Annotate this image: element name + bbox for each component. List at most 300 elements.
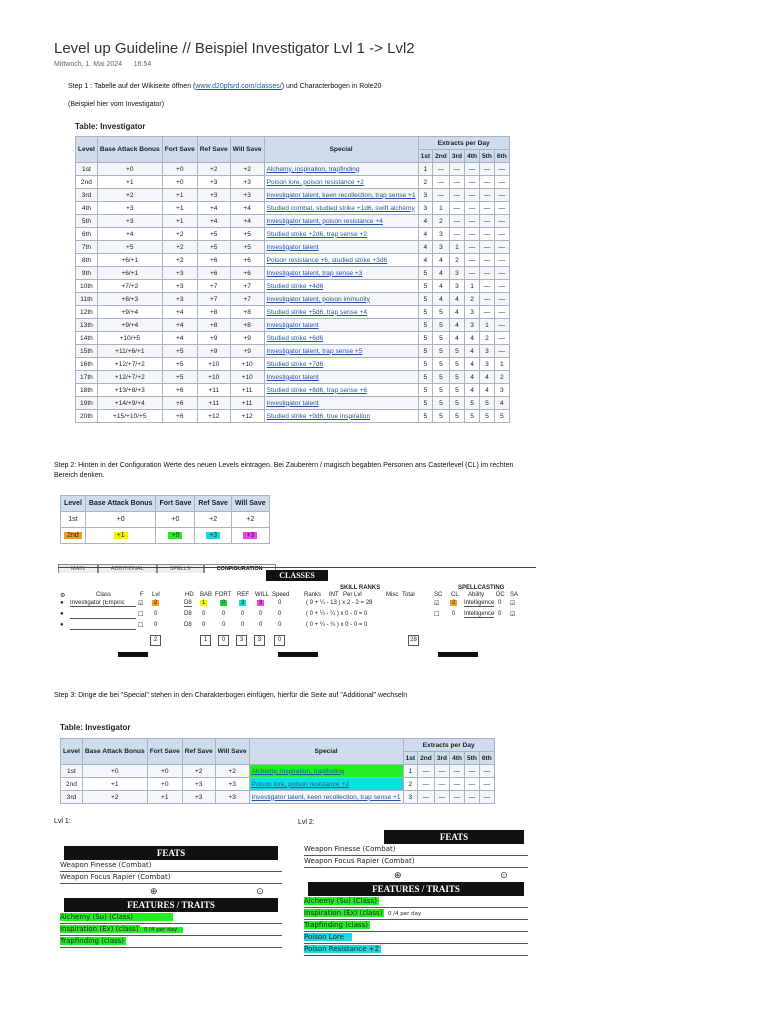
extract-cell: 3 bbox=[494, 384, 509, 397]
table-cell: +0 bbox=[156, 528, 195, 544]
extract-cell: 5 bbox=[449, 345, 464, 358]
table-cell: +4 bbox=[162, 332, 197, 345]
fort-input[interactable]: 0 bbox=[222, 600, 226, 606]
table-cell: +4 bbox=[97, 228, 162, 241]
tab-main[interactable]: MAIN bbox=[58, 564, 98, 573]
extract-cell: 4 bbox=[479, 384, 494, 397]
extract-cell: 3 bbox=[465, 319, 480, 332]
extract-cell: 5 bbox=[494, 410, 509, 423]
extract-cell: — bbox=[418, 791, 435, 804]
extract-cell: — bbox=[494, 254, 509, 267]
lvl1-feature-2[interactable]: Inspiration (Ex) (class) 0 /4 per day bbox=[60, 924, 282, 936]
extract-cell: — bbox=[494, 306, 509, 319]
table-cell: +14/+9/+4 bbox=[97, 397, 162, 410]
special-cell[interactable]: Studied strike +5d6, trap sense +4 bbox=[264, 306, 418, 319]
table-cell: +0 bbox=[97, 163, 162, 176]
table-row bbox=[61, 778, 495, 791]
table-row bbox=[76, 163, 510, 176]
lvl2-feat-1[interactable]: Weapon Finesse (Combat) bbox=[304, 844, 528, 856]
extract-cell: 3 bbox=[433, 228, 450, 241]
table-cell: +10 bbox=[197, 371, 230, 384]
table-cell: +8 bbox=[230, 319, 264, 332]
extract-cell: — bbox=[479, 215, 494, 228]
class-name-input[interactable]: Investigator (Empiric bbox=[70, 600, 136, 607]
lvl1-feature-3[interactable]: Trapfinding (class) bbox=[60, 936, 282, 948]
table-cell: 12th bbox=[76, 306, 98, 319]
table-cell: +10 bbox=[230, 371, 264, 384]
class-row-1: ● Investigator (Empiric ☑ 2 D8 1 0 3 3 0 ( 9 + ¼ - 13 ) x 2 - 2 = 28 ☑ 2 Intelligence 0 ☑ bbox=[60, 600, 516, 607]
col-header: Level bbox=[76, 137, 98, 163]
table-row bbox=[76, 306, 510, 319]
extract-cell: 1 bbox=[433, 202, 450, 215]
table-row bbox=[76, 358, 510, 371]
table-cell: +3 bbox=[197, 176, 230, 189]
table-cell: +7 bbox=[230, 293, 264, 306]
special-cell[interactable]: Studied strike +9d6, true inspiration bbox=[264, 410, 418, 423]
extract-cell: 5 bbox=[418, 410, 433, 423]
table-cell: 11th bbox=[76, 293, 98, 306]
table-cell: +4 bbox=[162, 319, 197, 332]
extract-cell: 3 bbox=[465, 306, 480, 319]
special-cell[interactable]: Investigator talent bbox=[264, 371, 418, 384]
extract-cell: 3 bbox=[418, 189, 433, 202]
extract-cell: 5 bbox=[465, 410, 480, 423]
extract-cell: — bbox=[494, 176, 509, 189]
table-cell: 18th bbox=[76, 384, 98, 397]
tab-spells[interactable]: SPELLS bbox=[157, 564, 204, 573]
bab-input[interactable]: 1 bbox=[202, 600, 206, 606]
table-cell: +6/+1 bbox=[97, 267, 162, 280]
extract-cell: 5 bbox=[418, 358, 433, 371]
extract-cell: 5 bbox=[433, 306, 450, 319]
table-cell: +3 bbox=[195, 528, 232, 544]
table-cell: +4 bbox=[197, 202, 230, 215]
extract-cell: 4 bbox=[494, 397, 509, 410]
extract-cell: 1 bbox=[418, 163, 433, 176]
extract-cell: — bbox=[494, 332, 509, 345]
col-header: Will Save bbox=[230, 137, 264, 163]
lvl2-feature-2[interactable]: Inspiration (Ex) (class) 0 /4 per day bbox=[304, 908, 528, 920]
table-cell: 6th bbox=[76, 228, 98, 241]
table-cell: +12 bbox=[197, 410, 230, 423]
table-cell: +3 bbox=[97, 215, 162, 228]
special-cell[interactable]: Alchemy, inspiration, trapfinding bbox=[264, 163, 418, 176]
special-cell[interactable]: Studied strike +6d6 bbox=[264, 332, 418, 345]
table-cell: +2 bbox=[82, 791, 147, 804]
lvl2-feature-1[interactable]: Alchemy (Su) (Class) bbox=[304, 896, 528, 908]
extract-cell: 4 bbox=[479, 371, 494, 384]
small-col-header: Base Attack Bonus bbox=[85, 496, 156, 512]
table-cell: +10 bbox=[197, 358, 230, 371]
extract-cell: — bbox=[449, 228, 464, 241]
extract-cell: — bbox=[464, 778, 479, 791]
table-cell: +9 bbox=[230, 345, 264, 358]
table-cell: 16th bbox=[76, 358, 98, 371]
table-row bbox=[76, 319, 510, 332]
extract-cell: — bbox=[479, 254, 494, 267]
investigator-table-excerpt bbox=[60, 738, 495, 804]
table-cell: +6 bbox=[162, 410, 197, 423]
extract-cell: 5 bbox=[418, 319, 433, 332]
col-header: Base Attack Bonus bbox=[82, 739, 147, 765]
extract-cell: 5 bbox=[465, 397, 480, 410]
table-cell: 4th bbox=[76, 202, 98, 215]
level-input[interactable]: 2 bbox=[154, 600, 158, 606]
col-header: Level bbox=[61, 739, 83, 765]
lvl2-feature-3[interactable]: Trapfinding (class) bbox=[304, 920, 528, 932]
extract-col-header: 4th bbox=[465, 150, 480, 163]
table-cell: +4 bbox=[197, 215, 230, 228]
add-icon[interactable]: ⊕ bbox=[394, 870, 402, 880]
extract-col-header: 4th bbox=[450, 752, 465, 765]
special-cell[interactable]: Investigator talent, poison immunity bbox=[264, 293, 418, 306]
table-cell: +6/+1 bbox=[97, 254, 162, 267]
lvl2-feature-4[interactable]: Poison Lore bbox=[304, 932, 528, 944]
table-row bbox=[76, 345, 510, 358]
tab-configuration[interactable]: CONFIGURATION bbox=[204, 564, 276, 573]
extract-cell: 4 bbox=[465, 332, 480, 345]
config-sheet: MAIN ADDITIONAL SPELLS CONFIGURATION CLASSES SKILL RANKS SPELLCASTING ⚙ Class F Lvl HD BAB FORT REF WILL Speed Ranks INT Per Lvl Misc Total SC CL Ability DC SA ● Investigator (Empiric ☑ 2 D8 1 0 3 3 0 ( 9 + ¼ - 13 ) x 2 - 2 = 28 ☑ 2 Intelligence 0 ☑ ● ☐ 0 D8 0 0 0 0 0 ( 0 + ¼ - ¼ ) x 0 - 0 = 0 ☐ 0 Intelligence 0 ☑ ● ☐ 0 D8 0 0 0 0 0 ( 0 + ¼ - ¼ ) x 0 - 0 = 0 2 1 0 3 3 0 28 bbox=[58, 557, 536, 657]
extract-cell: 5 bbox=[418, 397, 433, 410]
table-cell: +3 bbox=[97, 202, 162, 215]
table-row bbox=[61, 765, 495, 778]
extract-cell: — bbox=[434, 791, 449, 804]
table-cell: +3 bbox=[230, 176, 264, 189]
extract-cell: 4 bbox=[418, 254, 433, 267]
special-cell[interactable]: Investigator talent bbox=[264, 397, 418, 410]
col-header: Will Save bbox=[215, 739, 249, 765]
tab-additional[interactable]: ADDITIONAL bbox=[98, 564, 157, 573]
extract-cell: 3 bbox=[418, 202, 433, 215]
extract-cell: — bbox=[494, 241, 509, 254]
table-row bbox=[61, 528, 270, 544]
extract-cell: — bbox=[433, 176, 450, 189]
special-cell[interactable]: Studied combat, studied strike +1d6, swift alchemy bbox=[264, 202, 418, 215]
table-row bbox=[76, 241, 510, 254]
table-cell: 17th bbox=[76, 371, 98, 384]
col-header: Special bbox=[249, 739, 403, 765]
table-cell: +13/+8/+3 bbox=[97, 384, 162, 397]
extract-col-header: 1st bbox=[403, 752, 418, 765]
table-row bbox=[76, 202, 510, 215]
lvl2-feature-5[interactable]: Poison Resistance +2 bbox=[304, 944, 528, 956]
special-cell[interactable]: Alchemy, inspiration, trapfinding bbox=[249, 765, 403, 778]
extract-cell: 5 bbox=[449, 397, 464, 410]
table-cell: +2 bbox=[97, 189, 162, 202]
extract-cell: 4 bbox=[418, 241, 433, 254]
extract-cell: — bbox=[479, 765, 494, 778]
table-row bbox=[76, 228, 510, 241]
extract-cell: — bbox=[479, 163, 494, 176]
special-cell[interactable]: Investigator talent, keen recollection, trap sense +1 bbox=[264, 189, 418, 202]
extract-cell: — bbox=[449, 176, 464, 189]
table-row bbox=[76, 176, 510, 189]
table-cell: 3rd bbox=[61, 791, 83, 804]
lvl2-sheet bbox=[304, 830, 528, 956]
extract-cell: — bbox=[494, 163, 509, 176]
table-cell: +6 bbox=[162, 397, 197, 410]
extract-col-header: 2nd bbox=[418, 752, 435, 765]
extract-cell: — bbox=[479, 280, 494, 293]
table-cell: +2 bbox=[162, 241, 197, 254]
extract-cell: — bbox=[449, 202, 464, 215]
extract-cell: — bbox=[464, 791, 479, 804]
extract-cell: 4 bbox=[465, 371, 480, 384]
extract-col-header: 6th bbox=[479, 752, 494, 765]
extract-cell: 2 bbox=[403, 778, 418, 791]
lock-icon[interactable]: ⊙ bbox=[256, 886, 264, 896]
extract-cell: 3 bbox=[479, 358, 494, 371]
extract-cell: — bbox=[479, 202, 494, 215]
table-cell: 9th bbox=[76, 267, 98, 280]
extract-cell: 3 bbox=[449, 280, 464, 293]
extract-cell: — bbox=[450, 791, 465, 804]
table-cell: +12/+7/+2 bbox=[97, 371, 162, 384]
table-cell: 19th bbox=[76, 397, 98, 410]
extract-cell: — bbox=[465, 163, 480, 176]
table-cell: +6 bbox=[230, 267, 264, 280]
extract-cell: 2 bbox=[465, 293, 480, 306]
table-cell: 2nd bbox=[76, 176, 98, 189]
table-cell: +0 bbox=[162, 176, 197, 189]
extract-cell: — bbox=[449, 189, 464, 202]
lvl1-feats-banner: FEATS bbox=[64, 846, 278, 860]
col-header: Base Attack Bonus bbox=[97, 137, 162, 163]
extract-cell: — bbox=[479, 189, 494, 202]
special-cell[interactable]: Poison lore, poison resistance +2 bbox=[264, 176, 418, 189]
table-cell: +3 bbox=[231, 528, 269, 544]
extract-cell: — bbox=[479, 176, 494, 189]
lvl1-feat-2[interactable]: Weapon Focus Rapier (Combat) bbox=[60, 872, 282, 884]
extract-cell: — bbox=[465, 215, 480, 228]
investigator-table bbox=[75, 136, 510, 423]
table-cell: +0 bbox=[147, 765, 182, 778]
table-row bbox=[76, 267, 510, 280]
skill-ranks-header: SKILL RANKS bbox=[340, 585, 381, 591]
table-cell: +7 bbox=[197, 293, 230, 306]
table-cell: +11 bbox=[230, 384, 264, 397]
special-cell[interactable]: Investigator talent bbox=[264, 319, 418, 332]
table-cell: 1st bbox=[61, 765, 83, 778]
lvl2-feat-2[interactable]: Weapon Focus Rapier (Combat) bbox=[304, 856, 528, 868]
add-icon[interactable]: ⊕ bbox=[150, 886, 158, 896]
extract-cell: 2 bbox=[479, 332, 494, 345]
extract-cell: — bbox=[479, 241, 494, 254]
step2-text: Step 2: Hinten in der Configuration Werte des neuen Levels eintragen. Bei Zauberern / magisch begabten Personen ans Casterlevel (CL) im rechten Bereich denken. bbox=[54, 462, 514, 479]
lvl1-features-banner: FEATURES / TRAITS bbox=[64, 898, 278, 912]
extract-cell: — bbox=[479, 778, 494, 791]
table-cell: +11 bbox=[197, 397, 230, 410]
special-cell[interactable]: Studied strike +4d6 bbox=[264, 280, 418, 293]
table-cell: +1 bbox=[162, 215, 197, 228]
extract-cell: 5 bbox=[418, 384, 433, 397]
extract-cell: 5 bbox=[433, 397, 450, 410]
totals-row: 2 1 0 3 3 0 28 bbox=[58, 635, 536, 647]
extract-cell: 4 bbox=[449, 293, 464, 306]
step1-text: Step 1 : Tabelle auf der Wikiseite öffnen (www.d20pfsrd.com/classes/) und Characterbogen in Role20 bbox=[68, 83, 382, 90]
table-row bbox=[76, 332, 510, 345]
table-row bbox=[76, 189, 510, 202]
extract-cell: — bbox=[494, 345, 509, 358]
extract-cell: 2 bbox=[418, 176, 433, 189]
extract-cell: — bbox=[418, 765, 435, 778]
extract-cell: — bbox=[479, 791, 494, 804]
extract-col-header: 5th bbox=[464, 752, 479, 765]
table-caption: Table: Investigator bbox=[75, 122, 146, 131]
extract-cell: — bbox=[418, 778, 435, 791]
lvl2-feats-banner: FEATS bbox=[384, 830, 524, 844]
table-cell: +5 bbox=[162, 358, 197, 371]
table-cell: +5 bbox=[197, 228, 230, 241]
classes-banner: CLASSES bbox=[266, 570, 328, 581]
table-cell: +2 bbox=[231, 512, 269, 528]
table-cell: +0 bbox=[162, 163, 197, 176]
special-cell[interactable]: Studied strike +7d6 bbox=[264, 358, 418, 371]
special-cell[interactable]: Studied strike +8d6, trap sense +6 bbox=[264, 384, 418, 397]
table-cell: 1st bbox=[61, 512, 86, 528]
special-cell[interactable]: Investigator talent, trap sense +5 bbox=[264, 345, 418, 358]
table-cell: +8/+3 bbox=[97, 293, 162, 306]
table-cell: +5 bbox=[230, 241, 264, 254]
wiki-link[interactable]: www.d20pfsrd.com/classes/ bbox=[195, 83, 282, 90]
ref-input[interactable]: 3 bbox=[241, 600, 245, 606]
extract-cell: — bbox=[465, 176, 480, 189]
table-row bbox=[61, 512, 270, 528]
extract-cell: — bbox=[465, 202, 480, 215]
page-date: Mittwoch, 1. Mai 2024 16:54 bbox=[54, 61, 152, 68]
spellcasting-header: SPELLCASTING bbox=[458, 585, 505, 591]
table-cell: +2 bbox=[195, 512, 232, 528]
extract-cell: 1 bbox=[479, 319, 494, 332]
extracts-header: Extracts per Day bbox=[403, 739, 494, 752]
table-cell: 1st bbox=[76, 163, 98, 176]
table-cell: +3 bbox=[162, 293, 197, 306]
extract-cell: 3 bbox=[449, 267, 464, 280]
table-cell: +9/+4 bbox=[97, 319, 162, 332]
extract-cell: — bbox=[494, 189, 509, 202]
extract-cell: 5 bbox=[418, 332, 433, 345]
extract-cell: 5 bbox=[418, 371, 433, 384]
gear-icon[interactable]: ⚙ bbox=[60, 593, 66, 599]
table-cell: +2 bbox=[162, 254, 197, 267]
small-col-header: Ref Save bbox=[195, 496, 232, 512]
table-cell: +5 bbox=[197, 241, 230, 254]
lvl1-sheet bbox=[60, 846, 282, 948]
table-cell: 14th bbox=[76, 332, 98, 345]
extract-cell: — bbox=[465, 241, 480, 254]
table-cell: 8th bbox=[76, 254, 98, 267]
table-cell: 15th bbox=[76, 345, 98, 358]
extracts-header: Extracts per Day bbox=[418, 137, 509, 150]
extract-cell: — bbox=[433, 163, 450, 176]
lvl1-feat-1[interactable]: Weapon Finesse (Combat) bbox=[60, 860, 282, 872]
extract-cell: 5 bbox=[418, 293, 433, 306]
col-header: Ref Save bbox=[182, 739, 215, 765]
favored-checkbox[interactable]: ☑ bbox=[138, 601, 144, 607]
table-cell: +9 bbox=[197, 332, 230, 345]
special-cell[interactable]: Investigator talent, poison resistance +4 bbox=[264, 215, 418, 228]
table-row bbox=[76, 371, 510, 384]
extract-cell: 4 bbox=[433, 293, 450, 306]
lvl1-feature-1[interactable]: Alchemy (Su) (Class) bbox=[60, 912, 282, 924]
table-cell: +1 bbox=[162, 202, 197, 215]
extract-cell: 5 bbox=[479, 397, 494, 410]
special-cell[interactable]: Investigator talent bbox=[264, 241, 418, 254]
table-cell: +6 bbox=[230, 254, 264, 267]
extract-cell: — bbox=[465, 267, 480, 280]
table-row bbox=[76, 280, 510, 293]
table-row bbox=[76, 384, 510, 397]
special-cell[interactable]: Poison resistance +6, studied strike +3d6 bbox=[264, 254, 418, 267]
extract-cell: 5 bbox=[449, 410, 464, 423]
lvl2-label: Lvl 2: bbox=[298, 819, 315, 826]
table-row bbox=[76, 215, 510, 228]
lock-icon[interactable]: ⊙ bbox=[500, 870, 508, 880]
extract-cell: 4 bbox=[465, 345, 480, 358]
extract-col-header: 3rd bbox=[449, 150, 464, 163]
extract-cell: 4 bbox=[433, 254, 450, 267]
extract-cell: 3 bbox=[403, 791, 418, 804]
table-cell: +6 bbox=[197, 267, 230, 280]
table-cell: 13th bbox=[76, 319, 98, 332]
extract-cell: — bbox=[434, 765, 449, 778]
extract-cell: — bbox=[450, 765, 465, 778]
table-cell: 5th bbox=[76, 215, 98, 228]
table-cell: +8 bbox=[197, 319, 230, 332]
table-cell: +3 bbox=[182, 778, 215, 791]
extract-cell: 5 bbox=[433, 358, 450, 371]
table-cell: +12/+7/+2 bbox=[97, 358, 162, 371]
table-cell: 20th bbox=[76, 410, 98, 423]
skill-ranks-row-1[interactable]: ( 9 + ¼ - 13 ) x 2 - 2 = 28 bbox=[306, 600, 373, 606]
extract-cell: — bbox=[494, 319, 509, 332]
table-cell: +10/+5 bbox=[97, 332, 162, 345]
table-cell: +0 bbox=[156, 512, 195, 528]
special-cell[interactable]: Investigator talent, trap sense +3 bbox=[264, 267, 418, 280]
table-row bbox=[76, 397, 510, 410]
extract-cell: 5 bbox=[418, 345, 433, 358]
special-cell[interactable]: Poison lore, poison resistance +2 bbox=[249, 778, 403, 791]
table-cell: +3 bbox=[182, 791, 215, 804]
table-cell: +3 bbox=[162, 267, 197, 280]
extract-cell: 4 bbox=[433, 280, 450, 293]
extract-cell: — bbox=[479, 306, 494, 319]
table-cell: 2nd bbox=[61, 778, 83, 791]
table-cell: +2 bbox=[215, 765, 249, 778]
table-cell: +2 bbox=[197, 163, 230, 176]
extract-cell: — bbox=[494, 280, 509, 293]
extract-cell: — bbox=[494, 267, 509, 280]
extract-cell: — bbox=[479, 228, 494, 241]
extract-col-header: 6th bbox=[494, 150, 509, 163]
table-cell: +15/+10/+5 bbox=[97, 410, 162, 423]
table-cell: +1 bbox=[97, 176, 162, 189]
will-input[interactable]: 3 bbox=[259, 600, 263, 606]
small-col-header: Fort Save bbox=[156, 496, 195, 512]
table-cell: +0 bbox=[82, 765, 147, 778]
special-cell[interactable]: Investigator talent, keen recollection, trap sense +1 bbox=[249, 791, 403, 804]
table-cell: +5 bbox=[230, 228, 264, 241]
step3-text: Step 3: Dinge die bei "Special" stehen in den Charakterbogen einfügen, hierfür die Seite auf "Additional" wechseln bbox=[54, 692, 408, 699]
caster-level-input[interactable]: 2 bbox=[452, 600, 456, 606]
table-cell: +4 bbox=[162, 306, 197, 319]
table-cell: +2 bbox=[182, 765, 215, 778]
table-cell: +8 bbox=[197, 306, 230, 319]
extract-cell: 2 bbox=[449, 254, 464, 267]
special-cell[interactable]: Studied strike +2d6, trap sense +2 bbox=[264, 228, 418, 241]
extract-cell: 5 bbox=[433, 410, 450, 423]
page-title: Level up Guideline // Beispiel Investigator Lvl 1 -> Lvl2 bbox=[54, 40, 415, 57]
